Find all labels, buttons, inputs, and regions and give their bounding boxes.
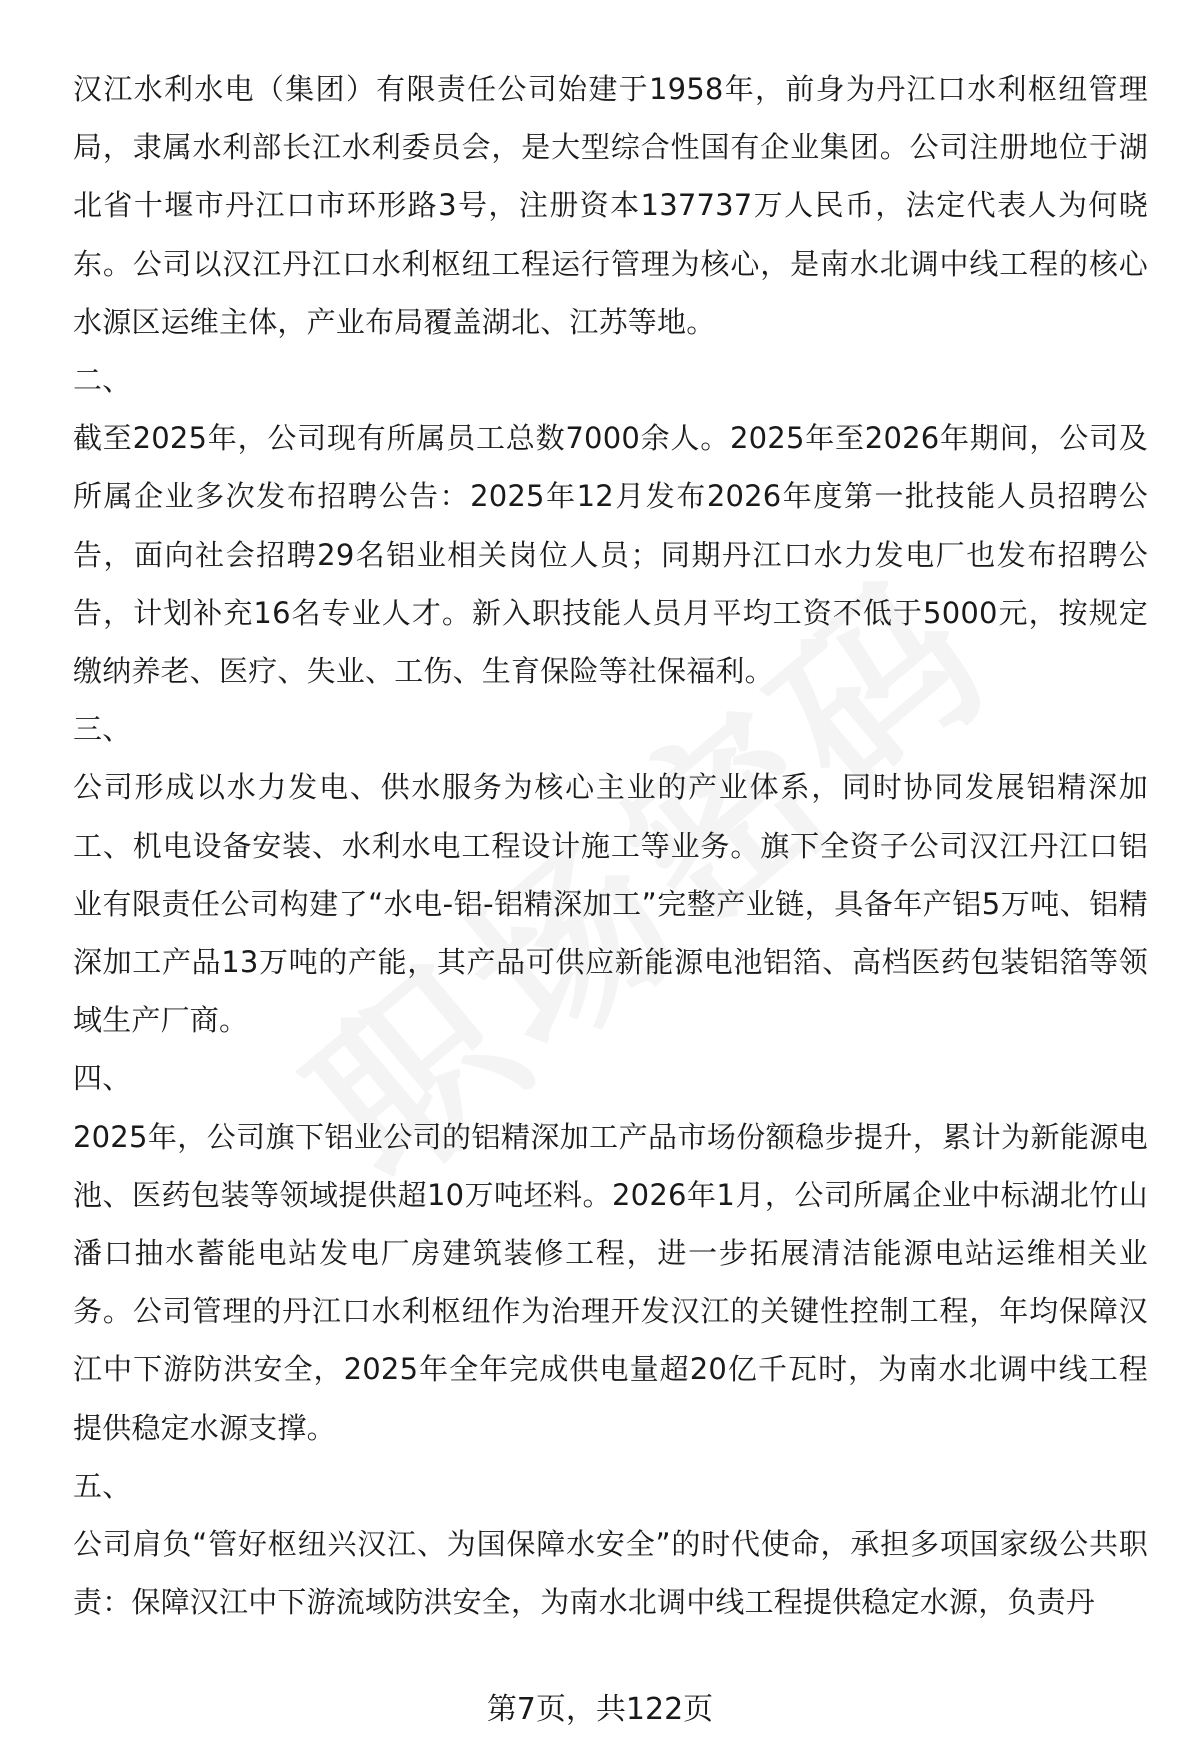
paragraph-3: 公司形成以水力发电、供水服务为核心主业的产业体系，同时协同发展铝精深加工、机电设备安装、水利水电工程设计施工等业务。旗下全资子公司汉江丹江口铝业有限责任公司构建了“水电-铝-铝精深加工”完整产业链，具备年产铝5万吨、铝精深加工产品13万吨的产能，其产品可供应新能源电池铝箔、高档医药包装铝箔等领域生产厂商。: [73, 770, 1148, 1038]
paragraph-4: 2025年，公司旗下铝业公司的铝精深加工产品市场份额稳步提升，累计为新能源电池、医药包装等领域提供超10万吨坯料。2026年1月，公司所属企业中标湖北竹山潘口抽水蓄能电站发电厂房建筑装修工程，进一步拓展清洁能源电站运维相关业务。公司管理的丹江口水利枢纽作为治理开发汉江的关键性控制工程，年均保障汉江中下游防洪安全，2025年全年完成供电量超20亿千瓦时，为南水北调中线工程提供稳定水源支撑。: [73, 1119, 1148, 1445]
page-number-footer: 第7页，共122页: [486, 1692, 714, 1727]
paragraph-1: 汉江水利水电（集团）有限责任公司始建于1958年，前身为丹江口水利枢纽管理局，隶属水利部长江水利委员会，是大型综合性国有企业集团。公司注册地位于湖北省十堰市丹江口市环形路3号，注册资本137737万人民币，法定代表人为何晓东。公司以汉江丹江口水利枢纽工程运行管理为核心，是南水北调中线工程的核心水源区运维主体，产业布局覆盖湖北、江苏等地。: [73, 72, 1148, 339]
paragraph-5: 公司肩负“管好枢纽兴汉江、为国保障水安全”的时代使命，承担多项国家级公共职责：保障汉江中下游流域防洪安全，为南水北调中线工程提供稳定水源，负责丹: [73, 1527, 1148, 1620]
paragraph-2: 截至2025年，公司现有所属员工总数7000余人。2025年至2026年期间，公司及所属企业多次发布招聘公告：2025年12月发布2026年度第一批技能人员招聘公告，面向社会招聘29名铝业相关岗位人员；同期丹江口水力发电厂也发布招聘公告，计划补充16名专业人才。新入职技能人员月平均工资不低于5000元，按规定缴纳养老、医疗、失业、工伤、生育保险等社保福利。: [73, 421, 1148, 689]
section-heading-2: 二、: [73, 363, 132, 398]
section-heading-4: 四、: [73, 1061, 132, 1096]
section-heading-5: 五、: [73, 1468, 132, 1503]
document-body: [73, 60, 1148, 1631]
section-heading-3: 三、: [73, 712, 132, 747]
